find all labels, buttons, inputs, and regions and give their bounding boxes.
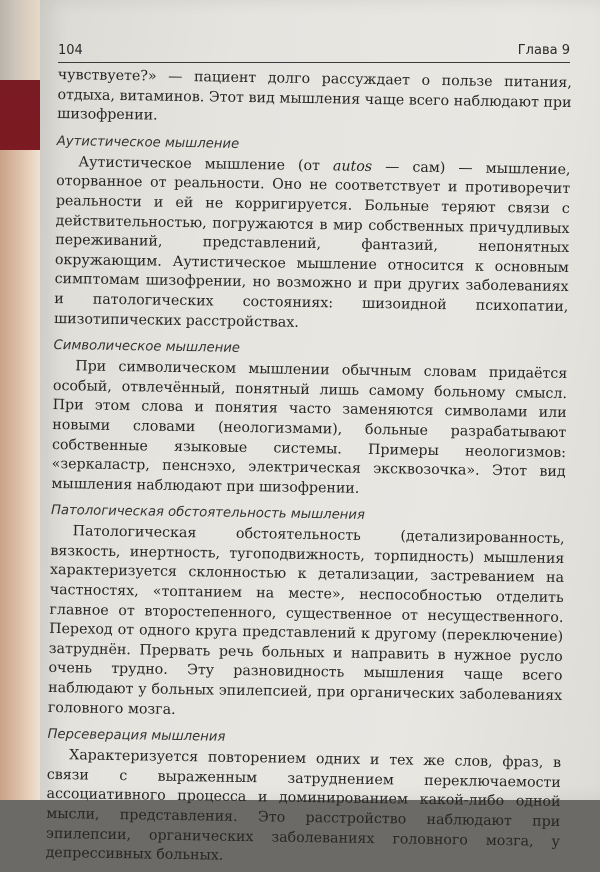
- intro-paragraph: чувствуете?» — пациент долго рассуждает о пользе питания, отдыха, витаминов. Этот вид мышления чаще всего наблюдают при шизофрении.: [57, 66, 572, 124]
- paragraph-perseveration: Характеризуется повторением одних и тех же слов, фраз, в связи с выраженным затруднением переключаемости ассоциативного процесса и доминированием какой-либо одной мысли, представления. Это расстройство наблюдают при эпилепсии, органических заболеваниях головного мозга, у депрессивных больных.: [45, 747, 562, 864]
- page-header: [58, 38, 570, 63]
- book-cover-lower-edge: [0, 150, 40, 800]
- paragraph-autistic: [54, 153, 571, 337]
- section-heading-symbolic: Символическое мышление: [53, 338, 241, 357]
- bleed-through-text: [442, 0, 592, 24]
- section-heading-perseveration: Персеверация мышления: [47, 727, 226, 745]
- chapter-title: Глава 9: [517, 43, 570, 58]
- section-heading-autistic: Аутистическое мышление: [56, 133, 240, 152]
- term-autos: autos: [332, 158, 373, 175]
- paragraph-autistic-rest: — сам) — мышление, оторванное от реальности. Оно не соответствует и противоречит реальности и ей не корригируется. Больные теряют связи с действительностью, погружаются в мир собственных причудливых переживаний, представлений, фантазий, непонятных окружающим. Аутистическое мышление относится к основным симптомам шизофрении, но возможно и при других заболеваниях и патологических состояниях: шизоидной психопатии, шизотипических расстройствах.: [53, 158, 571, 331]
- page-body: [45, 66, 572, 864]
- paragraph-symbolic: При символическом мышлении обычным словам придаётся особый, отвлечённый, понятный лишь самому больному смысл. При этом слова и понятия часто заменяются символами или новыми словами (неологизмами), больные разрабатывают собственные языковые системы. Примеры неологизмов: «зеркаластр, пенснэхо, электрическая эксквозочка». Этот вид мышления наблюдают при шизофрении.: [51, 358, 568, 497]
- paragraph-circumstantial: Патологическая обстоятельность (детализированность, вязкость, инертность, тугоподвижность, торпидность) мышления характеризуется склонностью к детализации, застреванием на частностях, «топтанием на месте», неспособностью отделить главное от второстепенного, существенное от несущественного. Переход от одного круга представлений к другому (переключение) затруднён. Прервать речь больных и направить в нужное русло очень трудно. Эту разновидность мышления чаще всего наблюдают у больных эпилепсией, при органических заболеваниях головного мозга.: [47, 523, 565, 718]
- section-heading-circumstantial: Патологическая обстоятельность мышления: [50, 503, 365, 524]
- page-number: 104: [58, 43, 83, 58]
- paragraph-autistic-start: Аутистическое мышление (от: [78, 154, 334, 175]
